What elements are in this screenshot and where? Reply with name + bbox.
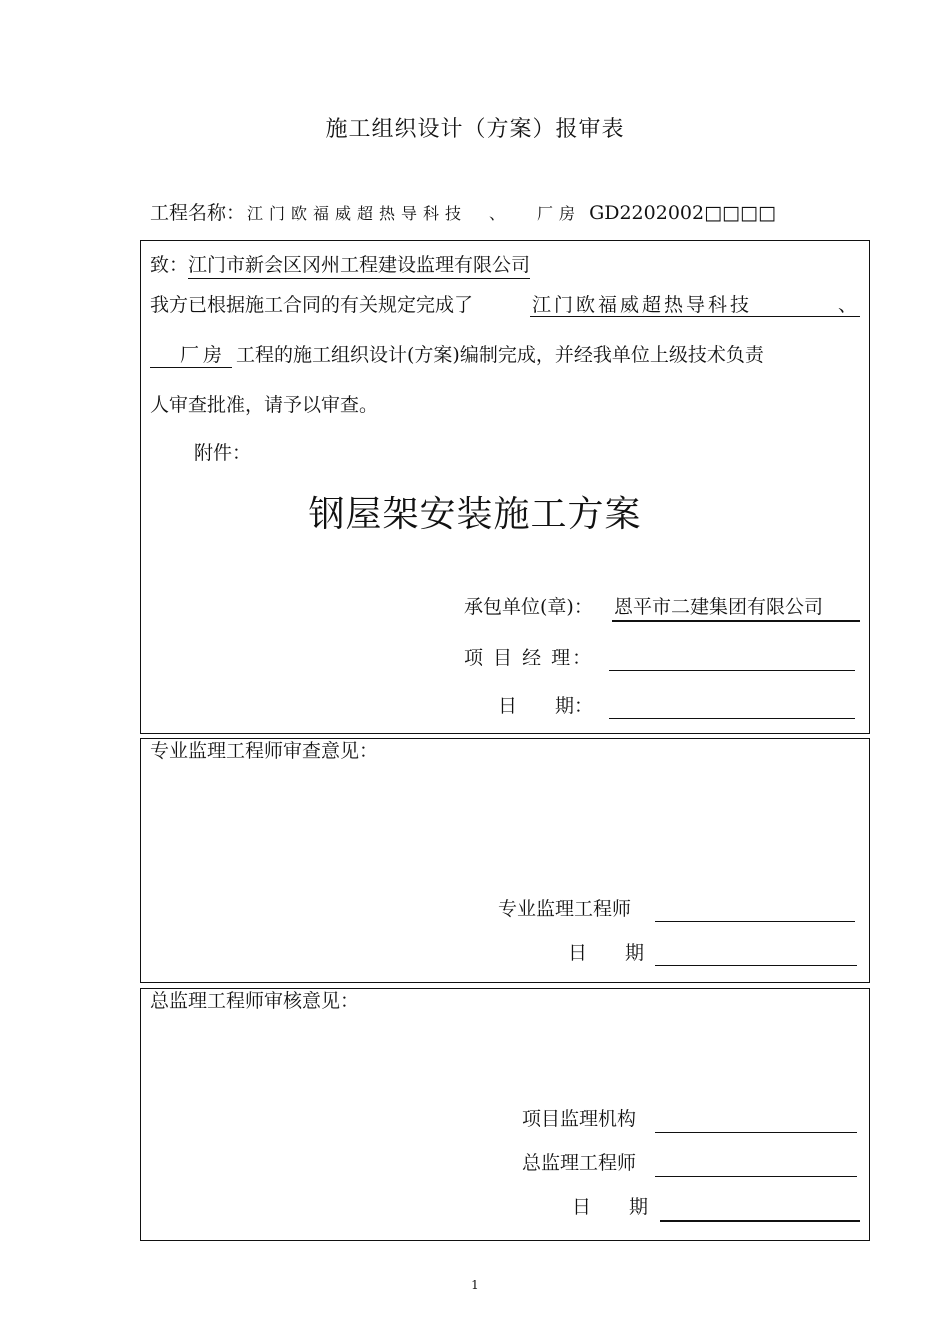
project-manager-signature-line [609,670,855,671]
chief-date-line [660,1220,860,1222]
chief-review-section [140,988,870,1241]
statement-text-1: 我方已根据施工合同的有关规定完成了 [150,294,474,316]
project-manager-label: 项 目 经 理： [464,647,594,669]
page-number: 1 [471,1278,479,1292]
contractor-underline [612,620,860,622]
statement-text-3: 人审查批准，请予以审查。 [150,394,379,416]
engineer-date-label: 日 期 [568,942,645,964]
supervision-org-line [655,1132,857,1133]
engineer-signature-line [655,921,855,922]
project-code: GD2202002□□□□ [589,202,776,224]
statement-building: 厂房 [180,344,227,366]
addressee-line [150,250,530,277]
chief-review-heading: 总监理工程师审核意见： [150,990,360,1012]
supervision-org-label: 项目监理机构 [522,1108,637,1130]
statement-project-name: 江门欧福威超热导科技 [532,294,753,316]
attachment-label: 附件： [194,442,252,464]
chief-date-label: 日 期 [572,1196,649,1218]
statement-separator: 、 [838,294,858,316]
project-name-line [150,198,776,225]
project-name: 江门欧福威超热导科技 [247,204,468,223]
project-building: 厂房 [537,204,582,223]
engineer-review-heading: 专业监理工程师审查意见： [150,740,379,762]
project-label: 工程名称： [150,202,246,224]
addressee-label: 致： [150,254,189,276]
chief-engineer-label: 总监理工程师 [522,1152,637,1174]
addressee-company: 江门市新会区冈州工程建设监理有限公司 [188,254,530,279]
contractor-label: 承包单位(章)： [464,596,593,618]
statement-building-underline [150,367,232,368]
page-title: 施工组织设计（方案）报审表 [325,117,625,142]
contractor-name: 恩平市二建集团有限公司 [614,596,824,618]
submission-date-line [609,718,855,719]
submission-date-label: 日 期： [498,695,594,717]
statement-text-2: 工程的施工组织设计(方案)编制完成，并经我单位上级技术负责 [236,344,764,366]
attachment-title: 钢屋架安装施工方案 [308,494,642,535]
statement-line-1 [150,290,473,317]
chief-engineer-signature-line [655,1176,857,1177]
project-separator: 、 [489,204,506,223]
engineer-date-line [655,965,857,966]
statement-project-underline [530,316,860,317]
engineer-review-section [140,738,870,983]
engineer-label: 专业监理工程师 [498,898,632,920]
